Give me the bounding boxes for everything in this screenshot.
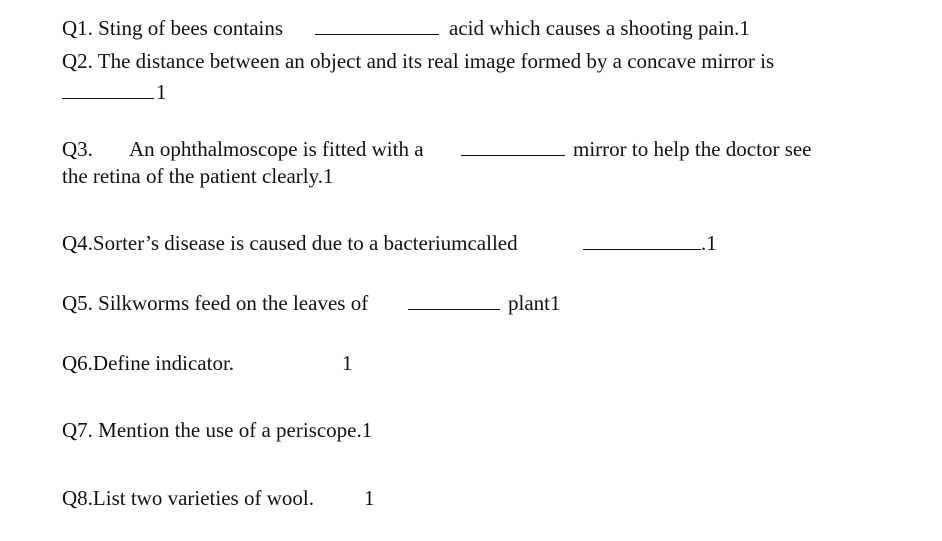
q3-answer-blank[interactable] — [461, 137, 565, 156]
q1-answer-blank[interactable] — [315, 16, 439, 35]
q8-marks: 1 — [364, 486, 375, 510]
q4-text-after: .1 — [701, 231, 717, 255]
q2-text: Q2. The distance between an object and its real image formed by a concave mirror is — [62, 49, 775, 73]
q1-text-before: Q1. Sting of bees contains — [62, 16, 284, 40]
q3-text-after: mirror to help the doctor see — [573, 137, 812, 161]
q5-text-before: Q5. Silkworms feed on the leaves of — [62, 291, 369, 315]
q5-answer-blank[interactable] — [408, 291, 500, 310]
q4-answer-blank[interactable] — [583, 231, 701, 250]
q6-marks: 1 — [342, 351, 353, 375]
q2-marks: 1 — [156, 80, 167, 104]
q2-answer-blank[interactable] — [62, 80, 154, 99]
q4-text-before: Q4.Sorter’s disease is caused due to a bacteriumcalled — [62, 231, 518, 255]
q7-text: Q7. Mention the use of a periscope.1 — [62, 418, 373, 442]
q3-text-before: An ophthalmoscope is fitted with a — [129, 137, 424, 161]
q8-text: Q8.List two varieties of wool. — [62, 486, 314, 510]
q3-label: Q3. — [62, 137, 93, 161]
q1-text-after: acid which causes a shooting pain.1 — [449, 16, 750, 40]
q3-text-line2: the retina of the patient clearly.1 — [62, 164, 334, 188]
q6-text: Q6.Define indicator. — [62, 351, 235, 375]
q5-text-after: plant1 — [508, 291, 561, 315]
